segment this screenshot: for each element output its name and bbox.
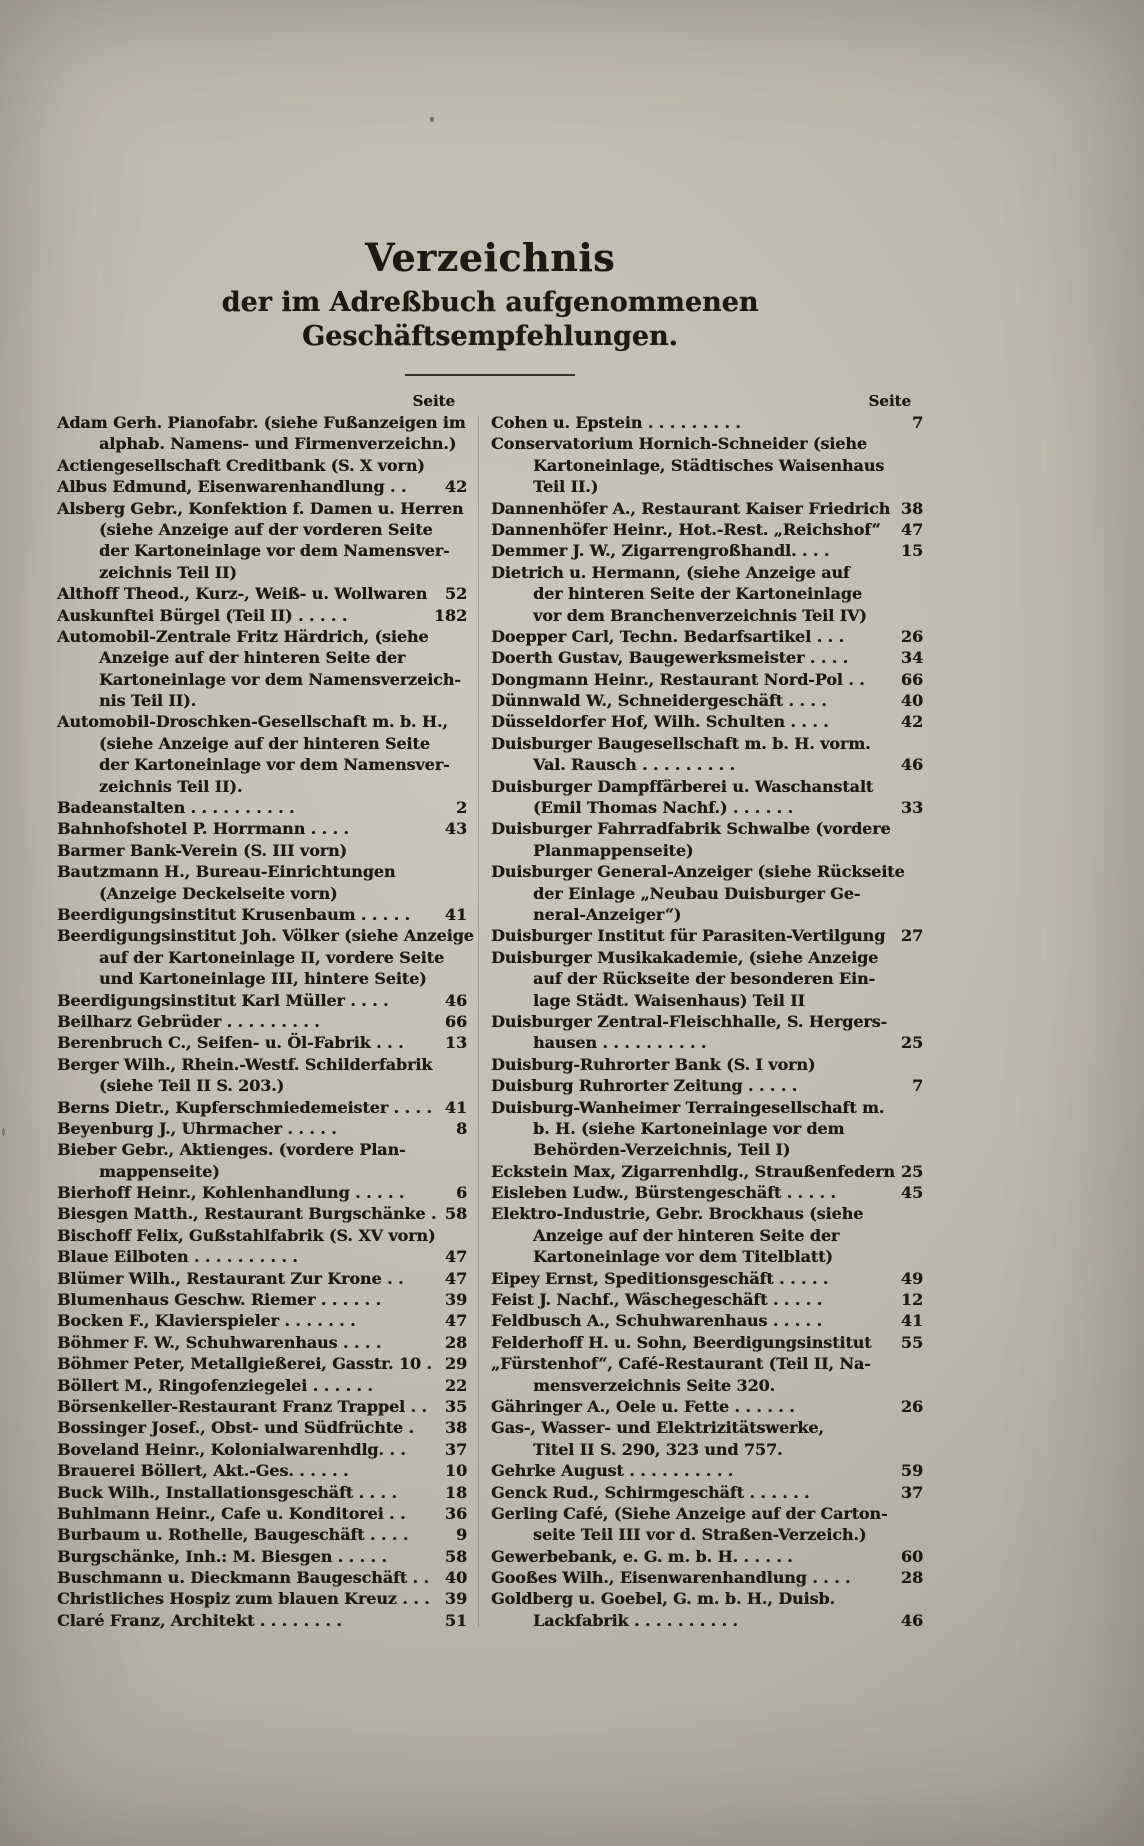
entry-text: Boveland Heinr., Kolonialwarenhdlg. . .	[57, 1439, 406, 1459]
entry-text: (siehe Anzeige auf der hinteren Seite	[99, 733, 430, 753]
entry-page-number: 41	[444, 1097, 467, 1117]
entry-page-number: 40	[900, 691, 923, 711]
directory-entry-line	[57, 605, 467, 626]
entry-text: Duisburg-Wanheimer Terraingesellschaft m.	[491, 1097, 885, 1117]
entry-page-number: 58	[444, 1204, 467, 1224]
right-column	[491, 390, 923, 1631]
entry-page-number: 34	[900, 648, 923, 668]
entry-page-number: 7	[911, 413, 923, 432]
entry-text: Adam Gerh. Pianofabr. (siehe Fußanzeigen im	[57, 413, 466, 432]
entry-page-number: 25	[900, 1161, 923, 1181]
entry-page-number: 12	[900, 1290, 923, 1310]
directory-entry-line	[491, 754, 923, 775]
entry-text: Kartoneinlage, Städtisches Waisenhaus	[533, 455, 885, 475]
left-column	[57, 390, 474, 1631]
directory-entry-line	[57, 776, 467, 797]
entry-page-number: 42	[900, 712, 923, 732]
entry-text: Goldberg u. Goebel, G. m. b. H., Duisb.	[491, 1589, 835, 1609]
entry-text: Val. Rausch . . . . . . . . .	[533, 755, 735, 775]
directory-entry-line	[57, 925, 474, 946]
directory-entry-line	[491, 1246, 923, 1267]
entry-text: Buhlmann Heinr., Cafe u. Konditorei . .	[57, 1503, 406, 1523]
entry-page-number: 26	[900, 626, 923, 646]
entry-text: Beerdigungsinstitut Krusenbaum . . . . .	[57, 904, 411, 924]
entry-text: Bieber Gebr., Aktienges. (vordere Plan-	[57, 1140, 406, 1160]
entry-text: und Kartoneinlage III, hintere Seite)	[99, 969, 427, 989]
column-divider	[478, 416, 479, 1627]
directory-entry-line	[57, 519, 467, 540]
directory-entry-line	[57, 1417, 467, 1438]
entry-text: mappenseite)	[99, 1161, 220, 1181]
entry-text: Titel II S. 290, 323 und 757.	[533, 1439, 783, 1459]
entry-page-number: 52	[444, 584, 467, 604]
directory-entry-line	[491, 1310, 923, 1331]
entry-page-number: 22	[444, 1375, 467, 1395]
directory-entry-line	[491, 1482, 923, 1503]
entry-text: (siehe Anzeige auf der vorderen Seite	[99, 519, 433, 539]
directory-entry-line	[491, 733, 923, 754]
entry-text: Kartoneinlage vor dem Titelblatt)	[533, 1247, 833, 1267]
entry-text: der Kartoneinlage vor dem Namensver-	[99, 541, 450, 561]
entry-page-number: 33	[900, 798, 923, 818]
entry-page-number: 55	[900, 1332, 923, 1352]
directory-entry-line	[491, 776, 923, 797]
entry-page-number: 39	[444, 1290, 467, 1310]
entry-text: Anzeige auf der hinteren Seite der	[99, 648, 406, 668]
entry-text: Duisburger Baugesellschaft m. b. H. vorm.	[491, 733, 871, 753]
entry-text: (Anzeige Deckelseite vorn)	[99, 883, 338, 903]
page-content	[57, 236, 923, 1631]
directory-entry-line	[57, 1289, 467, 1310]
entry-page-number: 46	[900, 1610, 923, 1630]
entry-text: Conservatorium Hornich-Schneider (siehe	[491, 434, 867, 454]
directory-entry-line	[57, 883, 467, 904]
directory-entry-line	[491, 797, 923, 818]
entry-page-number: 42	[444, 477, 467, 497]
left-column-entries	[57, 412, 474, 1631]
entry-text: Böhmer Peter, Metallgießerei, Gasstr. 10 .	[57, 1354, 432, 1374]
entry-page-number: 28	[444, 1332, 467, 1352]
entry-text: alphab. Namens- und Firmenverzeichn.)	[99, 434, 457, 454]
scan-speck	[2, 1128, 5, 1136]
directory-entry-line	[57, 1482, 467, 1503]
entry-page-number: 66	[444, 1011, 467, 1031]
entry-text: Duisburg Ruhrorter Zeitung . . . . .	[491, 1076, 798, 1096]
entry-text: auf der Kartoneinlage II, vordere Seite	[99, 947, 445, 967]
entry-text: Beerdigungsinstitut Joh. Völker (siehe Anzeige	[57, 926, 474, 946]
page-title: Verzeichnis	[364, 235, 616, 280]
directory-entry-line	[491, 476, 923, 497]
entry-text: Berger Wilh., Rhein.-Westf. Schilderfabrik	[57, 1054, 433, 1074]
entry-text: nis Teil II).	[99, 691, 197, 711]
directory-entry-line	[57, 1524, 467, 1545]
entry-page-number: 8	[455, 1118, 467, 1138]
entry-text: Gewerbebank, e. G. m. b. H. . . . . .	[491, 1546, 793, 1566]
entry-text: Bocken F., Klavierspieler . . . . . . .	[57, 1311, 356, 1331]
directory-entry-line	[491, 1460, 923, 1481]
entry-page-number: 6	[455, 1183, 467, 1203]
entry-page-number: 45	[900, 1183, 923, 1203]
entry-text: Berenbruch C., Seifen- u. Öl-Fabrik . . .	[57, 1033, 404, 1053]
entry-text: Beerdigungsinstitut Karl Müller . . . .	[57, 990, 389, 1010]
entry-text: „Fürstenhof“, Café-Restaurant (Teil II, Na-	[491, 1354, 871, 1374]
entry-page-number: 47	[444, 1268, 467, 1288]
entry-text: Brauerei Böllert, Akt.-Ges. . . . . .	[57, 1461, 349, 1481]
entry-text: Bahnhofshotel P. Horrmann . . . .	[57, 819, 349, 839]
left-column-page-header: Seite	[412, 392, 455, 410]
entry-text: auf der Rückseite der besonderen Ein-	[533, 969, 876, 989]
directory-entry-line	[491, 1567, 923, 1588]
directory-entry-line	[57, 968, 467, 989]
entry-text: Planmappenseite)	[533, 840, 694, 860]
scan-speck	[430, 117, 434, 122]
entry-page-number: 51	[444, 1610, 467, 1630]
directory-entry-line	[57, 1203, 467, 1224]
entry-text: Dietrich u. Hermann, (siehe Anzeige auf	[491, 562, 850, 582]
entry-text: b. H. (siehe Kartoneinlage vor dem	[533, 1118, 845, 1138]
directory-entry-line	[57, 1246, 467, 1267]
entry-text: Düsseldorfer Hof, Wilh. Schulten . . . .	[491, 712, 829, 732]
entry-text: Burbaum u. Rothelle, Baugeschäft . . . .	[57, 1525, 409, 1545]
entry-text: Gas-, Wasser- und Elektrizitätswerke,	[491, 1418, 824, 1438]
directory-entry-line	[491, 1375, 923, 1396]
directory-entry-line	[57, 1139, 467, 1160]
directory-entry-line	[57, 1439, 467, 1460]
directory-entry-line	[491, 626, 923, 647]
entry-text: Gerling Café, (Siehe Anzeige auf der Carton-	[491, 1503, 888, 1523]
entry-text: Genck Rud., Schirmgeschäft . . . . . .	[491, 1482, 810, 1502]
entry-text: Teil II.)	[533, 477, 599, 497]
directory-entry-line	[491, 1396, 923, 1417]
entry-text: Börsenkeller-Restaurant Franz Trappel . .	[57, 1396, 427, 1416]
directory-entry-line	[57, 1588, 467, 1609]
entry-page-number: 60	[900, 1546, 923, 1566]
entry-text: Duisburger Musikakademie, (siehe Anzeige	[491, 947, 879, 967]
entry-page-number: 37	[900, 1482, 923, 1502]
entry-text: Dongmann Heinr., Restaurant Nord-Pol . .	[491, 669, 865, 689]
directory-entry-line	[491, 455, 923, 476]
directory-entry-line	[57, 797, 467, 818]
entry-page-number: 41	[444, 904, 467, 924]
directory-entry-line	[57, 540, 467, 561]
entry-text: mensverzeichnis Seite 320.	[533, 1375, 775, 1395]
directory-entry-line	[491, 840, 923, 861]
directory-entry-line	[57, 1097, 467, 1118]
page-subtitle: der im Adreßbuch aufgenommenen Geschäftsempfehlungen.	[221, 287, 759, 352]
entry-text: Buck Wilh., Installationsgeschäft . . . .	[57, 1482, 397, 1502]
entry-text: Böhmer F. W., Schuhwarenhaus . . . .	[57, 1332, 382, 1352]
entry-text: der Kartoneinlage vor dem Namensver-	[99, 755, 450, 775]
directory-entry-line	[491, 519, 923, 540]
directory-entry-line	[491, 1161, 923, 1182]
entry-text: Duisburger Dampffärberei u. Waschanstalt	[491, 776, 874, 796]
entry-text: hausen . . . . . . . . . .	[533, 1033, 707, 1053]
directory-entry-line	[491, 1182, 923, 1203]
directory-columns	[57, 390, 923, 1631]
directory-entry-line	[491, 1118, 923, 1139]
directory-entry-line	[57, 647, 467, 668]
entry-page-number: 46	[900, 755, 923, 775]
entry-text: Elektro-Industrie, Gebr. Brockhaus (siehe	[491, 1204, 864, 1224]
entry-page-number: 38	[444, 1418, 467, 1438]
entry-text: Bischoff Felix, Gußstahlfabrik (S. XV vorn)	[57, 1225, 436, 1245]
entry-text: Biesgen Matth., Restaurant Burgschänke .	[57, 1204, 437, 1224]
entry-page-number: 40	[444, 1568, 467, 1588]
entry-page-number: 25	[900, 1033, 923, 1053]
entry-text: Duisburger Zentral-Fleischhalle, S. Hergers-	[491, 1011, 888, 1031]
directory-entry-line	[491, 1610, 923, 1631]
directory-entry-line	[57, 1118, 467, 1139]
directory-entry-line	[491, 1011, 923, 1032]
entry-page-number: 59	[900, 1461, 923, 1481]
entry-page-number: 47	[444, 1247, 467, 1267]
entry-page-number: 28	[900, 1568, 923, 1588]
directory-entry-line	[491, 498, 923, 519]
directory-entry-line	[491, 925, 923, 946]
entry-text: Bierhoff Heinr., Kohlenhandlung . . . . .	[57, 1183, 405, 1203]
directory-entry-line	[57, 1032, 467, 1053]
directory-entry-line	[57, 1054, 467, 1075]
directory-entry-line	[491, 1524, 923, 1545]
entry-text: Felderhoff H. u. Sohn, Beerdigungsinstitut	[491, 1332, 872, 1352]
directory-entry-line	[491, 690, 923, 711]
directory-entry-line	[491, 1032, 923, 1053]
directory-entry-line	[491, 1075, 923, 1096]
entry-text: Auskunftei Bürgel (Teil II) . . . . .	[57, 605, 348, 625]
title-divider	[405, 374, 575, 376]
directory-entry-line	[491, 647, 923, 668]
directory-entry-line	[57, 626, 467, 647]
directory-entry-line	[57, 904, 467, 925]
directory-entry-line	[491, 947, 923, 968]
entry-text: Duisburger Institut für Parasiten-Vertilgung	[491, 926, 886, 946]
directory-entry-line	[491, 562, 923, 583]
entry-text: Kartoneinlage vor dem Namensverzeich-	[99, 669, 461, 689]
entry-page-number: 46	[444, 990, 467, 1010]
entry-text: Doepper Carl, Techn. Bedarfsartikel . . .	[491, 626, 844, 646]
directory-entry-line	[491, 1225, 923, 1246]
entry-page-number: 18	[444, 1482, 467, 1502]
entry-page-number: 13	[444, 1033, 467, 1053]
directory-entry-line	[57, 818, 467, 839]
entry-page-number: 29	[444, 1354, 467, 1374]
right-column-page-header: Seite	[868, 392, 911, 410]
directory-entry-line	[57, 1460, 467, 1481]
entry-text: Automobil-Zentrale Fritz Härdrich, (siehe	[57, 626, 429, 646]
directory-entry-line	[57, 669, 467, 690]
directory-entry-line	[491, 1054, 923, 1075]
entry-text: Dannenhöfer A., Restaurant Kaiser Friedrich	[491, 498, 891, 518]
directory-entry-line	[57, 433, 467, 454]
directory-entry-line	[491, 1203, 923, 1224]
right-column-entries	[491, 412, 923, 1631]
directory-entry-line	[57, 754, 467, 775]
entry-text: zeichnis Teil II).	[99, 776, 243, 796]
entry-text: Alsberg Gebr., Konfektion f. Damen u. Herren	[57, 498, 464, 518]
entry-text: Albus Edmund, Eisenwarenhandlung . .	[57, 477, 407, 497]
entry-page-number: 41	[900, 1311, 923, 1331]
entry-text: Christliches Hospiz zum blauen Kreuz . . .	[57, 1589, 430, 1609]
entry-page-number: 38	[900, 498, 923, 518]
entry-text: Demmer J. W., Zigarrengroßhandl. . . .	[491, 541, 830, 561]
directory-entry-line	[491, 1097, 923, 1118]
directory-entry-line	[57, 733, 467, 754]
directory-entry-line	[57, 1503, 467, 1524]
entry-text: Beyenburg J., Uhrmacher . . . . .	[57, 1118, 337, 1138]
directory-entry-line	[491, 1503, 923, 1524]
entry-text: Berns Dietr., Kupferschmiedemeister . . . .	[57, 1097, 432, 1117]
entry-page-number: 182	[433, 605, 467, 625]
directory-entry-line	[57, 455, 467, 476]
entry-page-number: 66	[900, 669, 923, 689]
entry-text: Gehrke August . . . . . . . . . .	[491, 1461, 734, 1481]
entry-text: zeichnis Teil II)	[99, 562, 237, 582]
directory-entry-line	[57, 1546, 467, 1567]
directory-entry-line	[57, 1375, 467, 1396]
entry-page-number: 39	[444, 1589, 467, 1609]
directory-entry-line	[57, 1332, 467, 1353]
entry-page-number: 26	[900, 1396, 923, 1416]
entry-text: Dünnwald W., Schneidergeschäft . . . .	[491, 691, 827, 711]
directory-entry-line	[491, 605, 923, 626]
directory-entry-line	[491, 1439, 923, 1460]
directory-entry-line	[57, 562, 467, 583]
directory-entry-line	[57, 412, 467, 433]
entry-text: neral-Anzeiger“)	[533, 904, 682, 924]
directory-entry-line	[57, 583, 467, 604]
directory-entry-line	[57, 476, 467, 497]
entry-text: Blumenhaus Geschw. Riemer . . . . . .	[57, 1290, 381, 1310]
entry-text: Dannenhöfer Heinr., Hot.-Rest. „Reichshof“	[491, 519, 881, 539]
directory-entry-line	[491, 1588, 923, 1609]
directory-entry-line	[491, 1417, 923, 1438]
directory-entry-line	[491, 1332, 923, 1353]
directory-entry-line	[57, 1567, 467, 1588]
directory-entry-line	[491, 669, 923, 690]
directory-entry-line	[491, 412, 923, 433]
entry-text: Gähringer A., Oele u. Fette . . . . . .	[491, 1396, 795, 1416]
directory-entry-line	[491, 711, 923, 732]
entry-text: Barmer Bank-Verein (S. III vorn)	[57, 840, 348, 860]
entry-page-number: 2	[455, 798, 467, 818]
directory-entry-line	[491, 904, 923, 925]
directory-entry-line	[491, 883, 923, 904]
entry-text: Feldbusch A., Schuhwarenhaus . . . . .	[491, 1311, 822, 1331]
entry-text: seite Teil III vor d. Straßen-Verzeich.)	[533, 1525, 867, 1545]
directory-entry-line	[57, 1011, 467, 1032]
directory-entry-line	[57, 498, 467, 519]
directory-entry-line	[57, 1268, 467, 1289]
entry-text: Feist J. Nachf., Wäschegeschäft . . . . .	[491, 1290, 823, 1310]
directory-entry-line	[491, 433, 923, 454]
entry-text: Bossinger Josef., Obst- und Südfrüchte .	[57, 1418, 414, 1438]
entry-text: der hinteren Seite der Kartoneinlage	[533, 584, 862, 604]
entry-text: Blümer Wilh., Restaurant Zur Krone . .	[57, 1268, 404, 1288]
entry-text: Eisleben Ludw., Bürstengeschäft . . . . .	[491, 1183, 836, 1203]
entry-text: Bautzmann H., Bureau-Einrichtungen	[57, 862, 396, 882]
entry-text: Althoff Theod., Kurz-, Weiß- u. Wollwaren	[57, 584, 428, 604]
entry-text: Eipey Ernst, Speditionsgeschäft . . . . .	[491, 1268, 829, 1288]
directory-entry-line	[491, 1353, 923, 1374]
entry-page-number: 37	[444, 1439, 467, 1459]
entry-text: Anzeige auf der hinteren Seite der	[533, 1225, 840, 1245]
entry-text: der Einlage „Neubau Duisburger Ge-	[533, 883, 861, 903]
directory-entry-line	[491, 1139, 923, 1160]
entry-text: Actiengesellschaft Creditbank (S. X vorn)	[57, 455, 425, 475]
directory-entry-line	[491, 1546, 923, 1567]
entry-text: Eckstein Max, Zigarrenhdlg., Straußenfedern	[491, 1161, 895, 1181]
directory-entry-line	[57, 1075, 467, 1096]
entry-text: Duisburger Fahrradfabrik Schwalbe (vordere	[491, 819, 891, 839]
entry-text: Beilharz Gebrüder . . . . . . . . .	[57, 1011, 320, 1031]
entry-page-number: 7	[911, 1076, 923, 1096]
entry-page-number: 43	[444, 819, 467, 839]
entry-text: (siehe Teil II S. 203.)	[99, 1076, 285, 1096]
entry-text: Blaue Eilboten . . . . . . . . . .	[57, 1247, 298, 1267]
directory-entry-line	[57, 990, 467, 1011]
entry-page-number: 47	[444, 1311, 467, 1331]
directory-entry-line	[57, 1310, 467, 1331]
entry-page-number: 9	[455, 1525, 467, 1545]
entry-page-number: 15	[900, 541, 923, 561]
directory-entry-line	[57, 1161, 467, 1182]
directory-entry-line	[57, 1610, 467, 1631]
entry-page-number: 58	[444, 1546, 467, 1566]
directory-entry-line	[57, 861, 467, 882]
entry-text: Cohen u. Epstein . . . . . . . . .	[491, 413, 741, 432]
entry-text: Duisburger General-Anzeiger (siehe Rückseite	[491, 862, 905, 882]
directory-entry-line	[491, 583, 923, 604]
entry-text: Behörden-Verzeichnis, Teil I)	[533, 1140, 791, 1160]
entry-text: Lackfabrik . . . . . . . . . .	[533, 1610, 738, 1630]
entry-text: Duisburg-Ruhrorter Bank (S. I vorn)	[491, 1054, 816, 1074]
directory-entry-line	[57, 1182, 467, 1203]
entry-text: lage Städt. Waisenhaus) Teil II	[533, 990, 805, 1010]
entry-page-number: 49	[900, 1268, 923, 1288]
entry-page-number: 27	[900, 926, 923, 946]
entry-text: Buschmann u. Dieckmann Baugeschäft . .	[57, 1568, 429, 1588]
directory-entry-line	[491, 990, 923, 1011]
directory-entry-line	[491, 1289, 923, 1310]
entry-page-number: 36	[444, 1503, 467, 1523]
directory-entry-line	[57, 1396, 467, 1417]
directory-entry-line	[491, 968, 923, 989]
entry-page-number: 47	[900, 519, 923, 539]
directory-entry-line	[57, 840, 467, 861]
entry-text: (Emil Thomas Nachf.) . . . . . .	[533, 798, 793, 818]
directory-entry-line	[491, 540, 923, 561]
directory-entry-line	[57, 711, 467, 732]
directory-entry-line	[57, 1353, 467, 1374]
directory-entry-line	[491, 861, 923, 882]
directory-entry-line	[491, 818, 923, 839]
entry-text: Automobil-Droschken-Gesellschaft m. b. H.,	[57, 712, 448, 732]
entry-text: Gooßes Wilh., Eisenwarenhandlung . . . .	[491, 1568, 851, 1588]
entry-text: vor dem Branchenverzeichnis Teil IV)	[533, 605, 867, 625]
directory-entry-line	[57, 690, 467, 711]
entry-text: Böllert M., Ringofenziegelei . . . . . .	[57, 1375, 373, 1395]
directory-entry-line	[57, 947, 467, 968]
entry-text: Burgschänke, Inh.: M. Biesgen . . . . .	[57, 1546, 387, 1566]
entry-text: Badeanstalten . . . . . . . . . .	[57, 798, 295, 818]
entry-page-number: 10	[444, 1461, 467, 1481]
entry-text: Doerth Gustav, Baugewerksmeister . . . .	[491, 648, 849, 668]
directory-entry-line	[57, 1225, 467, 1246]
entry-text: Claré Franz, Architekt . . . . . . . .	[57, 1610, 342, 1630]
directory-entry-line	[491, 1268, 923, 1289]
entry-page-number: 35	[444, 1396, 467, 1416]
